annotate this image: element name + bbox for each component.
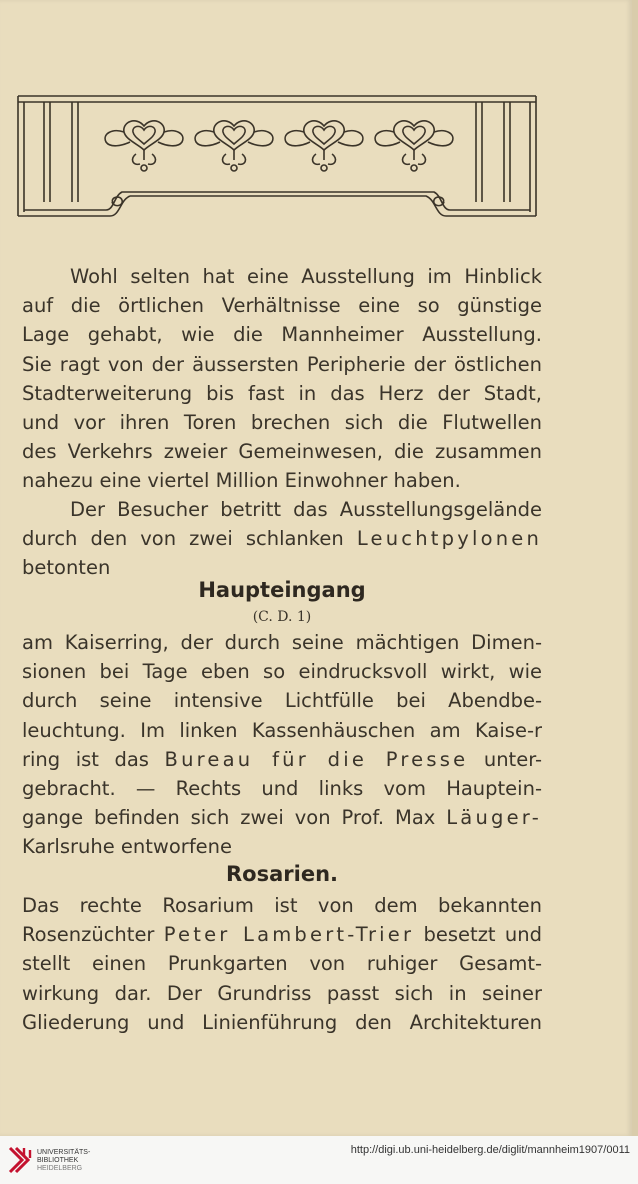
text-run: unter- [483, 747, 542, 771]
footer-bar [0, 1136, 638, 1184]
text-line: am Kaiserring, der durch seine mächtigen Dimen- [22, 631, 542, 654]
header-ornament [14, 92, 542, 220]
page-edge [632, 0, 638, 1136]
text-line: gebracht. — Rechts und links vom Hauptein- [22, 776, 542, 800]
text-line: leuchtung. Im linken Kassenhäuschen am Kaise-r [22, 718, 542, 742]
paragraph-2 [22, 495, 542, 583]
text-line: Lage gehabt, wie die Mannheimer Ausstellung. [22, 323, 542, 347]
paragraph-1 [22, 262, 542, 496]
text-line [22, 524, 542, 553]
heart-motif-1 [105, 121, 183, 171]
text-line: Stadterweiterung bis fast in das Herz der Stadt, [22, 381, 542, 405]
text-line: Sie ragt von der äussersten Peripherie der östlichen [22, 352, 542, 376]
text-line [22, 920, 542, 949]
heading-haupteingang: Haupteingang [198, 578, 366, 602]
text-line: auf die örtlichen Verhältnisse eine so günstige [22, 294, 542, 318]
heading-reference: (C. D. 1) [252, 609, 312, 625]
text-run: durch den von zwei schlanken [22, 527, 344, 551]
text-line: wirkung dar. Der Grundriss passt sich in seiner [22, 981, 542, 1005]
source-url-link[interactable]: http://digi.ub.uni-heidelberg.de/diglit/mannheim1907/0011 [350, 1144, 630, 1156]
text-run: gange befinden sich zwei von Prof. Max [22, 806, 436, 830]
spaced-term: Läuger- [446, 806, 542, 830]
spaced-term: Peter Lambert-Trier [163, 923, 415, 947]
text-line: stellt einen Prunkgarten von ruhiger Gesamt- [22, 952, 542, 976]
paragraph-3 [22, 628, 542, 862]
text-line: Karlsruhe entworfene [22, 835, 233, 859]
text-line: nahezu eine viertel Million Einwohner haben. [22, 469, 461, 493]
heart-motif-4 [375, 121, 453, 171]
text-line: Der Besucher betritt das Ausstellungsgelände [70, 498, 542, 521]
text-line: betonten [22, 556, 111, 580]
heart-motif-2 [195, 121, 273, 171]
heart-motif-3 [285, 121, 363, 171]
paragraph-4 [22, 891, 542, 1037]
text-line: sionen bei Tage eben so eindrucksvoll wirkt, wie [22, 660, 542, 684]
text-line [22, 745, 542, 774]
library-name-line: HEIDELBERG [37, 1165, 83, 1172]
spaced-term: Leuchtpylonen [356, 527, 542, 551]
university-library-logo-icon [6, 1144, 38, 1176]
text-line: Das rechte Rosarium ist von dem bekannten [22, 894, 542, 917]
text-line: und vor ihren Toren brechen sich die Flutwellen [22, 410, 542, 434]
library-name [37, 1149, 90, 1173]
text-line: des Verkehrs zweier Gemeinwesen, die zusammen [22, 440, 542, 464]
text-line: Wohl selten hat eine Ausstellung im Hinblick [70, 265, 542, 288]
library-name-line: BIBLIOTHEK [37, 1157, 79, 1164]
text-run: Rosenzüchter [22, 923, 155, 947]
heading-rosarien: Rosarien. [226, 862, 338, 886]
text-run: besetzt und [423, 923, 542, 947]
spaced-term: Bureau für die Presse [164, 747, 469, 771]
text-line [22, 803, 542, 832]
text-line: Gliederung und Linienführung den Architekturen [22, 1010, 542, 1034]
text-run: ring ist das [22, 747, 149, 771]
library-name-line: UNIVERSITÄTS- [37, 1149, 91, 1156]
text-line: durch seine intensive Lichtfülle bei Abendbe- [22, 689, 542, 713]
